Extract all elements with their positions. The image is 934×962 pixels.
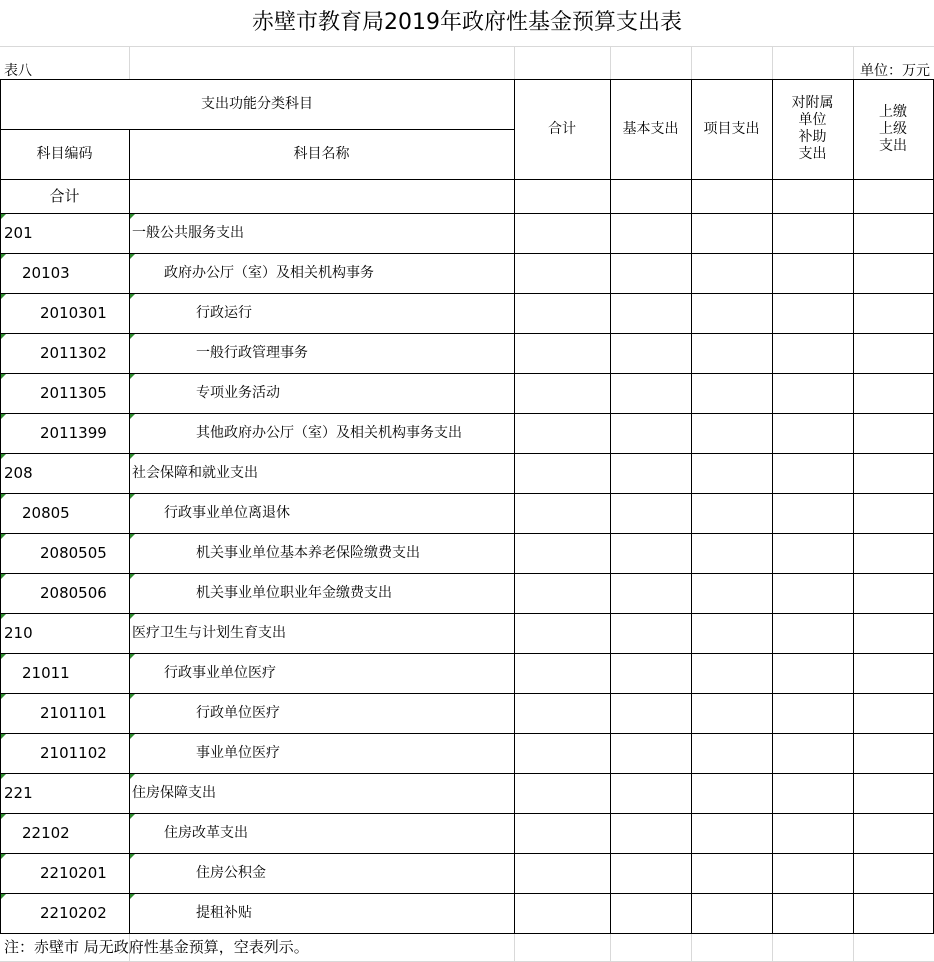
subject-code-cell: 210 [4,624,33,642]
comment-marker-icon [1,374,6,379]
soft-grid-line [691,933,692,962]
column-border [514,79,515,933]
comment-marker-icon [1,894,6,899]
comment-marker-icon [1,214,6,219]
row-border [0,933,934,934]
soft-grid-line [514,933,515,962]
header-basic-expenditure: 基本支出 [622,121,679,137]
column-border [853,79,854,933]
comment-marker-icon [130,534,135,539]
subject-name-cell: 其他政府办公厅（室）及相关机构事务支出 [196,425,462,441]
soft-grid-line [610,933,611,962]
header-subject-code: 科目编码 [36,146,93,162]
subject-name-cell: 机关事业单位基本养老保险缴费支出 [196,545,420,561]
comment-marker-icon [1,414,6,419]
subject-code-cell: 20805 [22,504,70,522]
subject-name-cell: 一般公共服务支出 [132,225,244,241]
subject-code-cell: 2010301 [40,304,107,322]
subject-name-cell: 社会保障和就业支出 [132,465,258,481]
subject-name-cell: 行政事业单位医疗 [164,665,276,681]
subject-name-cell: 专项业务活动 [196,385,280,401]
subject-name-cell: 行政运行 [196,305,252,321]
soft-grid-line [853,46,854,79]
comment-marker-icon [1,854,6,859]
comment-marker-icon [1,454,6,459]
subject-name-cell: 事业单位医疗 [196,745,280,761]
subject-name-cell: 行政事业单位离退休 [164,505,290,521]
comment-marker-icon [1,534,6,539]
sheet-title: 赤壁市教育局2019年政府性基金预算支出表 [252,10,682,35]
comment-marker-icon [1,694,6,699]
comment-marker-icon [130,414,135,419]
header-subsidy-expenditure: 对附属 单位 补助 支出 [791,95,834,162]
comment-marker-icon [1,574,6,579]
comment-marker-icon [130,694,135,699]
comment-marker-icon [1,614,6,619]
subject-code-cell: 2080506 [40,584,107,602]
header-project-expenditure: 项目支出 [703,121,760,137]
subject-code-cell: 2080505 [40,544,107,562]
comment-marker-icon [130,294,135,299]
comment-marker-icon [130,454,135,459]
comment-marker-icon [130,494,135,499]
subject-code-cell: 2011399 [40,424,107,442]
comment-marker-icon [130,614,135,619]
column-border [772,79,773,933]
header-subject-name: 科目名称 [293,146,350,162]
comment-marker-icon [1,734,6,739]
subject-name-cell: 政府办公厅（室）及相关机构事务 [164,265,374,281]
header-total: 合计 [548,121,576,137]
comment-marker-icon [130,774,135,779]
subject-code-cell: 2011305 [40,384,107,402]
soft-grid-line [514,46,515,79]
subject-code-cell: 20103 [22,264,70,282]
subject-name-cell: 医疗卫生与计划生育支出 [132,625,286,641]
comment-marker-icon [130,814,135,819]
header-function-group: 支出功能分类科目 [201,96,313,112]
comment-marker-icon [1,654,6,659]
unit-label: 单位：万元 [860,63,930,79]
subject-code-cell: 2210201 [40,864,107,882]
subject-name-cell: 住房公积金 [196,865,266,881]
footnote: 注：赤壁市 局无政府性基金预算，空表列示。 [4,938,309,956]
header-upper-remit-expenditure: 上缴 上级 支出 [879,103,907,154]
table-label: 表八 [4,63,32,78]
comment-marker-icon [1,494,6,499]
soft-grid-line [772,46,773,79]
comment-marker-icon [1,774,6,779]
subject-code-cell: 221 [4,784,33,802]
comment-marker-icon [130,654,135,659]
subject-name-cell: 提租补贴 [196,905,252,921]
comment-marker-icon [130,374,135,379]
comment-marker-icon [1,294,6,299]
comment-marker-icon [1,814,6,819]
subject-code-cell: 2210202 [40,904,107,922]
soft-grid-line [129,46,130,79]
subject-code-cell: 201 [4,224,33,242]
comment-marker-icon [1,334,6,339]
comment-marker-icon [130,254,135,259]
total-row-label: 合计 [49,187,80,205]
subject-name-cell: 机关事业单位职业年金缴费支出 [196,585,392,601]
soft-grid-line [610,46,611,79]
subject-code-cell: 208 [4,464,33,482]
subject-name-cell: 一般行政管理事务 [196,345,308,361]
comment-marker-icon [130,334,135,339]
subject-code-cell: 2011302 [40,344,107,362]
header-bottom-border [0,179,934,180]
subject-code-cell: 2101102 [40,744,107,762]
comment-marker-icon [130,854,135,859]
subject-name-cell: 行政单位医疗 [196,705,280,721]
comment-marker-icon [130,734,135,739]
comment-marker-icon [130,574,135,579]
soft-grid-line [691,46,692,79]
column-border [691,79,692,933]
soft-grid-line [0,46,934,47]
comment-marker-icon [1,254,6,259]
subject-code-cell: 2101101 [40,704,107,722]
subject-code-cell: 22102 [22,824,70,842]
comment-marker-icon [130,894,135,899]
soft-grid-line [772,933,773,962]
subject-name-cell: 住房改革支出 [164,825,248,841]
comment-marker-icon [130,214,135,219]
soft-grid-line [853,933,854,962]
subject-code-cell: 21011 [22,664,70,682]
column-border [610,79,611,933]
subject-name-cell: 住房保障支出 [132,785,216,801]
